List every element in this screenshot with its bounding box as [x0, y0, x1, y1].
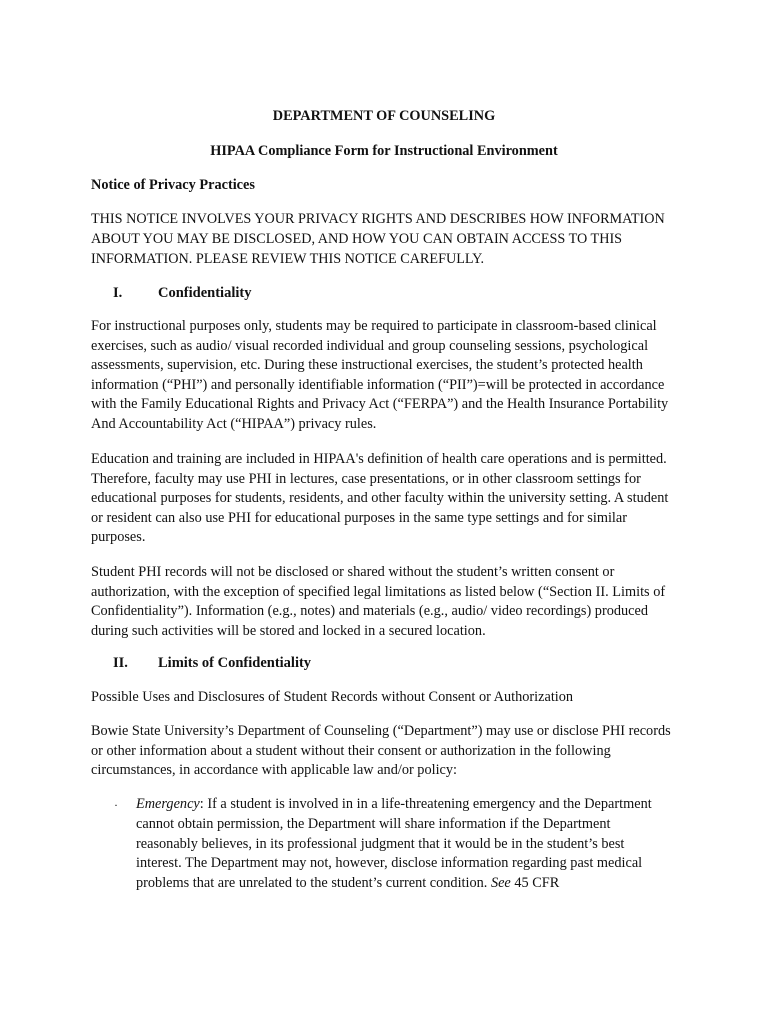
department-title: DEPARTMENT OF COUNSELING — [272, 108, 496, 124]
section-2-number: II. — [113, 655, 128, 671]
see-citation-signal: See — [490, 875, 511, 892]
confidentiality-paragraph-1: For instructional purposes only, students may be required to participate in classroom-based clinical exercises, such as audio/ visual recorded individual and group counseling sessions, psychological assessments, supervision, etc. During these instructional exercises, the student’s protected health information (“PHI”) and personally identifiable information (“PII”)=will be protected in accordance with the Family Educational Rights and Privacy Act (“FERPA”) and the Health Insurance Portability And Accountability Act (“HIPAA”) privacy rules. — [91, 318, 669, 432]
emergency-term: Emergency — [136, 796, 200, 812]
bullet-marker: · — [114, 798, 118, 812]
notice-text: THIS NOTICE INVOLVES YOUR PRIVACY RIGHTS AND DESCRIBES HOW INFORMATION ABOUT YOU MAY BE DISCLOSED, AND HOW YOU CAN OBTAIN ACCESS TO THIS INFORMATION. PLEASE REVIEW THIS NOTICE CAREFULLY. — [91, 211, 665, 267]
notice-heading: Notice of Privacy Practices — [91, 177, 255, 193]
confidentiality-paragraph-2: Education and training are included in HIPAA's definition of health care operations and is permitted. Therefore, faculty may use PHI in lectures, case presentations, or in other classroom settings for educational purposes for students, residents, and other faculty within the university setting. A student or resident can also use PHI for educational purposes in the same type settings and for similar purposes. — [91, 451, 669, 546]
section-1-number: I. — [113, 285, 123, 301]
emergency-text: : If a student is involved in in a life-threatening emergency and the Department cannot obtain permission, the Department will share information if the Department reasonably believes, in its professional judgment that it would be in the student’s best interest. The Department may not, however, disclose information regarding past medical problems that are unrelated to the student’s current condition. — [136, 796, 652, 892]
section-2-title: Limits of Confidentiality — [158, 655, 312, 671]
emergency-bullet — [136, 795, 656, 894]
section-2-intro: Bowie State University’s Department of Counseling (“Department”) may use or disclose PHI records or other information about a student without their consent or authorization in the following circumstances, in accordance with applicable law and/or policy: — [91, 723, 671, 779]
confidentiality-paragraph-3: Student PHI records will not be disclosed or shared without the student’s written consent or authorization, with the exception of specified legal limitations as listed below (“Section II. Limits of Confidentiality”). Information (e.g., notes) and materials (e.g., audio/ video recordings) produced during such activities will be stored and locked in a secured location. — [91, 564, 666, 639]
section-2-subheading: Possible Uses and Disclosures of Student Records without Consent or Authorization — [91, 689, 574, 705]
section-1-title: Confidentiality — [158, 285, 252, 301]
form-title: HIPAA Compliance Form for Instructional Environment — [210, 143, 558, 159]
cfr-citation: 45 CFR — [510, 875, 560, 892]
